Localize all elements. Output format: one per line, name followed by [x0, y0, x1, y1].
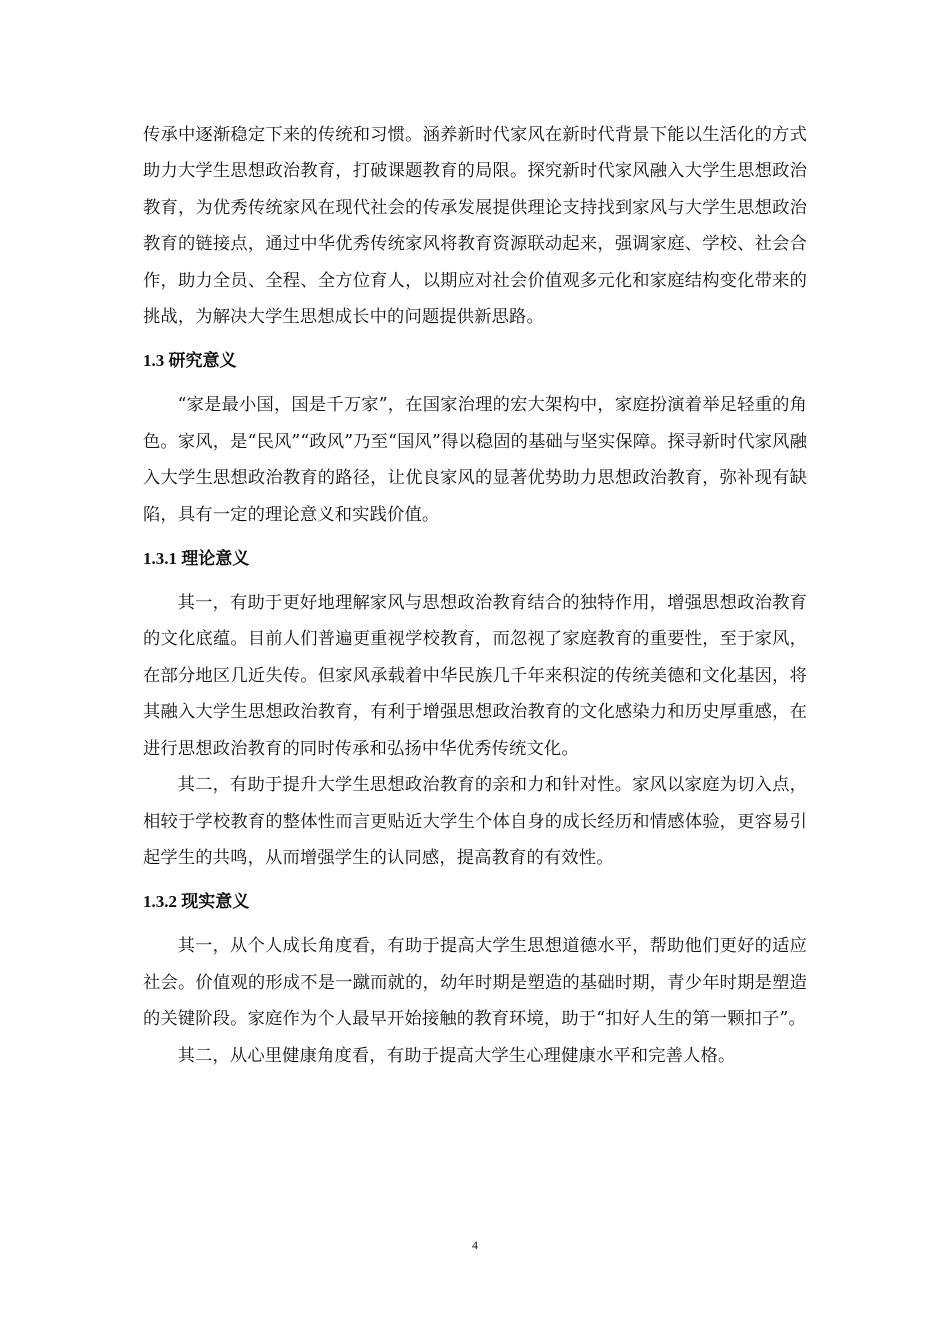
theory-paragraph-1: 其一，有助于更好地理解家风与思想政治教育结合的独特作用，增强思想政治教育的文化底蕴。目前人们普遍更重视学校教育，而忽视了家庭教育的重要性，至于家风，在部分地区几近失传。但家风承载着中华民族几千年来积淀的传统美德和文化基因，将其融入大学生思想政治教育，有利于增强思想政治教育的文化感染力和历史厚重感，在进行思想政治教育的同时传承和弘扬中华优秀传统文化。: [143, 593, 807, 759]
page-number: 4: [472, 1238, 478, 1252]
section-heading-1-3-2: 1.3.2 现实意义: [143, 892, 250, 912]
section-heading-1-3-1: 1.3.1 理论意义: [143, 549, 250, 569]
page-body: [143, 117, 807, 1074]
section-1-3-paragraph: “家是最小国，国是千万家”，在国家治理的宏大架构中，家庭扮演着举足轻重的角色。家风，是“民风”“政风”乃至“国风”得以稳固的基础与坚实保障。探寻新时代家风融入大学生思想政治教育的路径，让优良家风的显著优势助力思想政治教育，弥补现有缺陷，具有一定的理论意义和实践价值。: [143, 395, 808, 525]
practice-paragraph-2: 其二，从心里健康角度看，有助于提高大学生心理健康水平和完善人格。: [177, 1045, 736, 1066]
section-heading-1-3: 1.3 研究意义: [143, 351, 237, 371]
theory-paragraph-2: 其二，有助于提升大学生思想政治教育的亲和力和针对性。家风以家庭为切入点，相较于学校教育的整体性而言更贴近大学生个体自身的成长经历和情感体验，更容易引起学生的共鸣，从而增强学生的认同感，提高教育的有效性。: [143, 775, 807, 868]
intro-paragraph: 传承中逐渐稳定下来的传统和习惯。涵养新时代家风在新时代背景下能以生活化的方式助力大学生思想政治教育，打破课题教育的局限。探究新时代家风融入大学生思想政治教育，为优秀传统家风在现代社会的传承发展提供理论支持找到家风与大学生思想政治教育的链接点，通过中华优秀传统家风将教育资源联动起来，强调家庭、学校、社会合作，助力全员、全程、全方位育人，以期应对社会价值观多元化和家庭结构变化带来的挑战，为解决大学生思想成长中的问题提供新思路。: [143, 125, 807, 328]
practice-paragraph-1: 其一，从个人成长角度看，有助于提高大学生思想道德水平，帮助他们更好的适应社会。价值观的形成不是一蹴而就的，幼年时期是塑造的基础时期，青少年时期是塑造的关键阶段。家庭作为个人最早开始接触的教育环境，助于“扣好人生的第一颗扣子”。: [143, 936, 807, 1030]
